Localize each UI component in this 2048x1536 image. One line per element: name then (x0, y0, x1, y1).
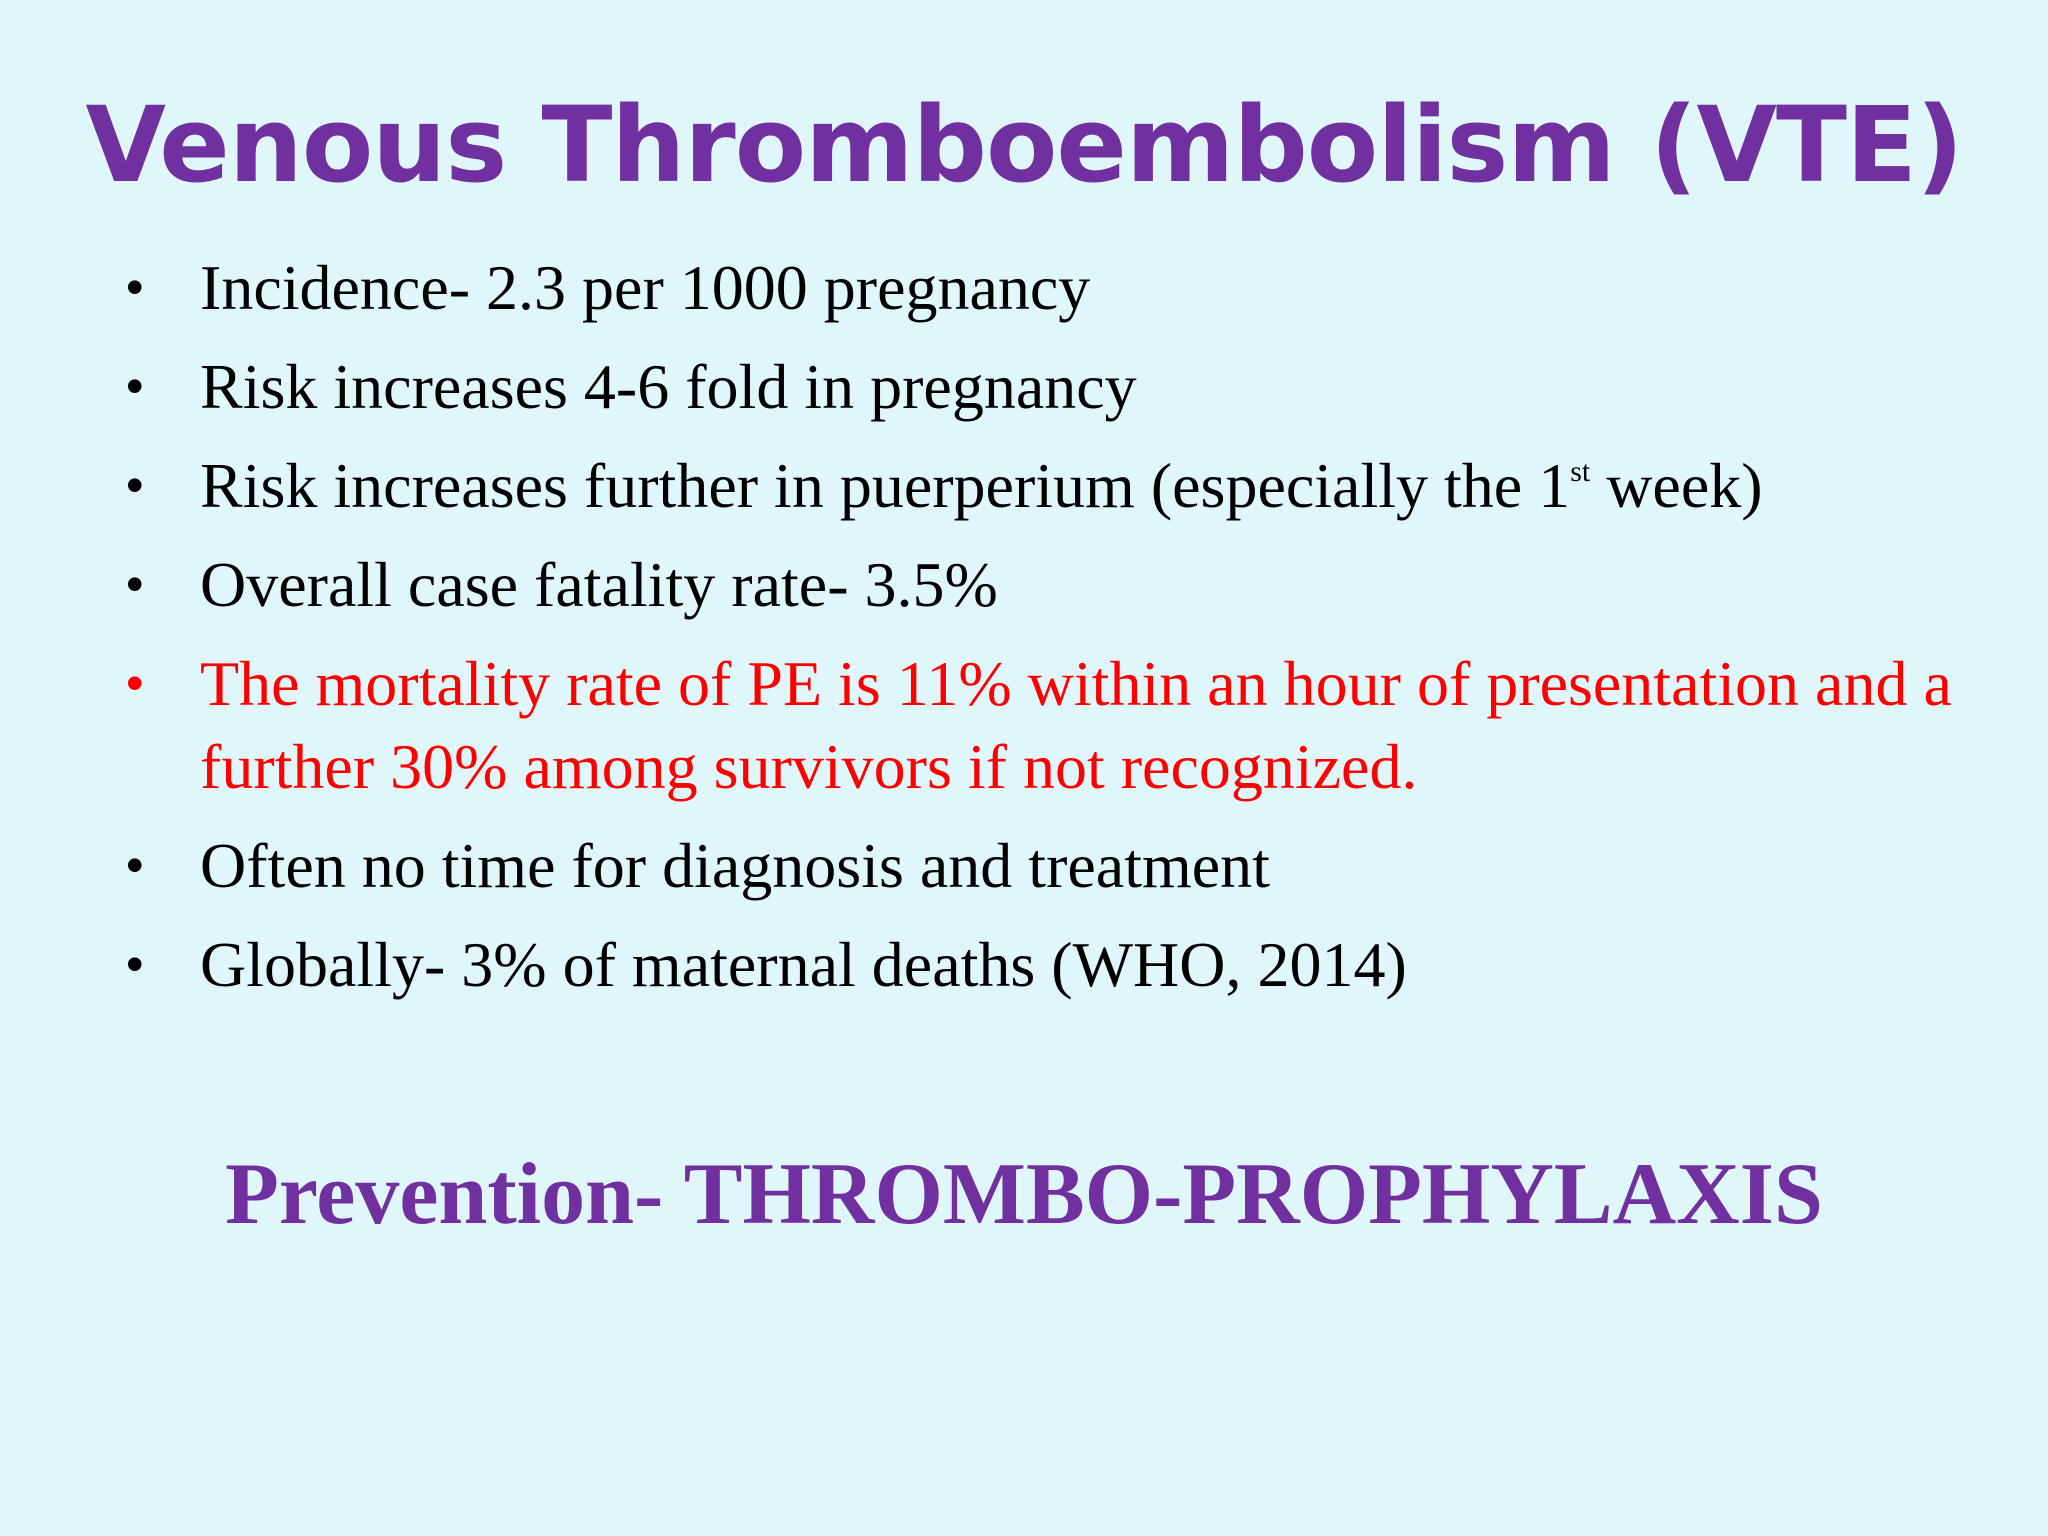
bullet-dot-icon: • (126, 655, 144, 711)
bullet-text: Risk increases 4-6 fold in pregnancy (200, 351, 1137, 422)
bullet-text: Often no time for diagnosis and treatment (200, 830, 1270, 901)
superscript-st: st (1570, 455, 1591, 488)
bullet-item-risk-puerperium (120, 444, 2000, 527)
bullet-text: Incidence- 2.3 per 1000 pregnancy (200, 252, 1091, 323)
bullet-item-global-deaths (120, 923, 2000, 1006)
bullet-text: Globally- 3% of maternal deaths (WHO, 2014) (200, 929, 1407, 1000)
bullet-item-incidence (120, 246, 2000, 329)
bullet-dot-icon: • (126, 358, 144, 414)
bullet-item-risk-pregnancy (120, 345, 2000, 428)
bullet-dot-icon: • (126, 457, 144, 513)
bullet-item-fatality-rate (120, 543, 2000, 626)
bullet-text: Overall case fatality rate- 3.5% (200, 549, 998, 620)
bullet-item-pe-mortality (120, 642, 2040, 808)
slide-title: Venous Thromboembolism (VTE) (85, 84, 1963, 206)
bullet-text-before: Risk increases further in puerperium (especially the 1 (200, 450, 1571, 521)
prevention-heading: Prevention- THROMBO-PROPHYLAXIS (225, 1146, 1823, 1243)
bullet-text: The mortality rate of PE is 11% within an hour of presentation and a further 30% among survivors if not recognized. (200, 648, 1952, 802)
bullet-text-after: week) (1590, 450, 1763, 521)
bullet-dot-icon: • (126, 837, 144, 893)
bullet-dot-icon: • (126, 556, 144, 612)
bullet-item-no-time (120, 824, 2000, 907)
bullet-list (120, 246, 2000, 1022)
bullet-dot-icon: • (126, 936, 144, 992)
bullet-dot-icon: • (126, 259, 144, 315)
